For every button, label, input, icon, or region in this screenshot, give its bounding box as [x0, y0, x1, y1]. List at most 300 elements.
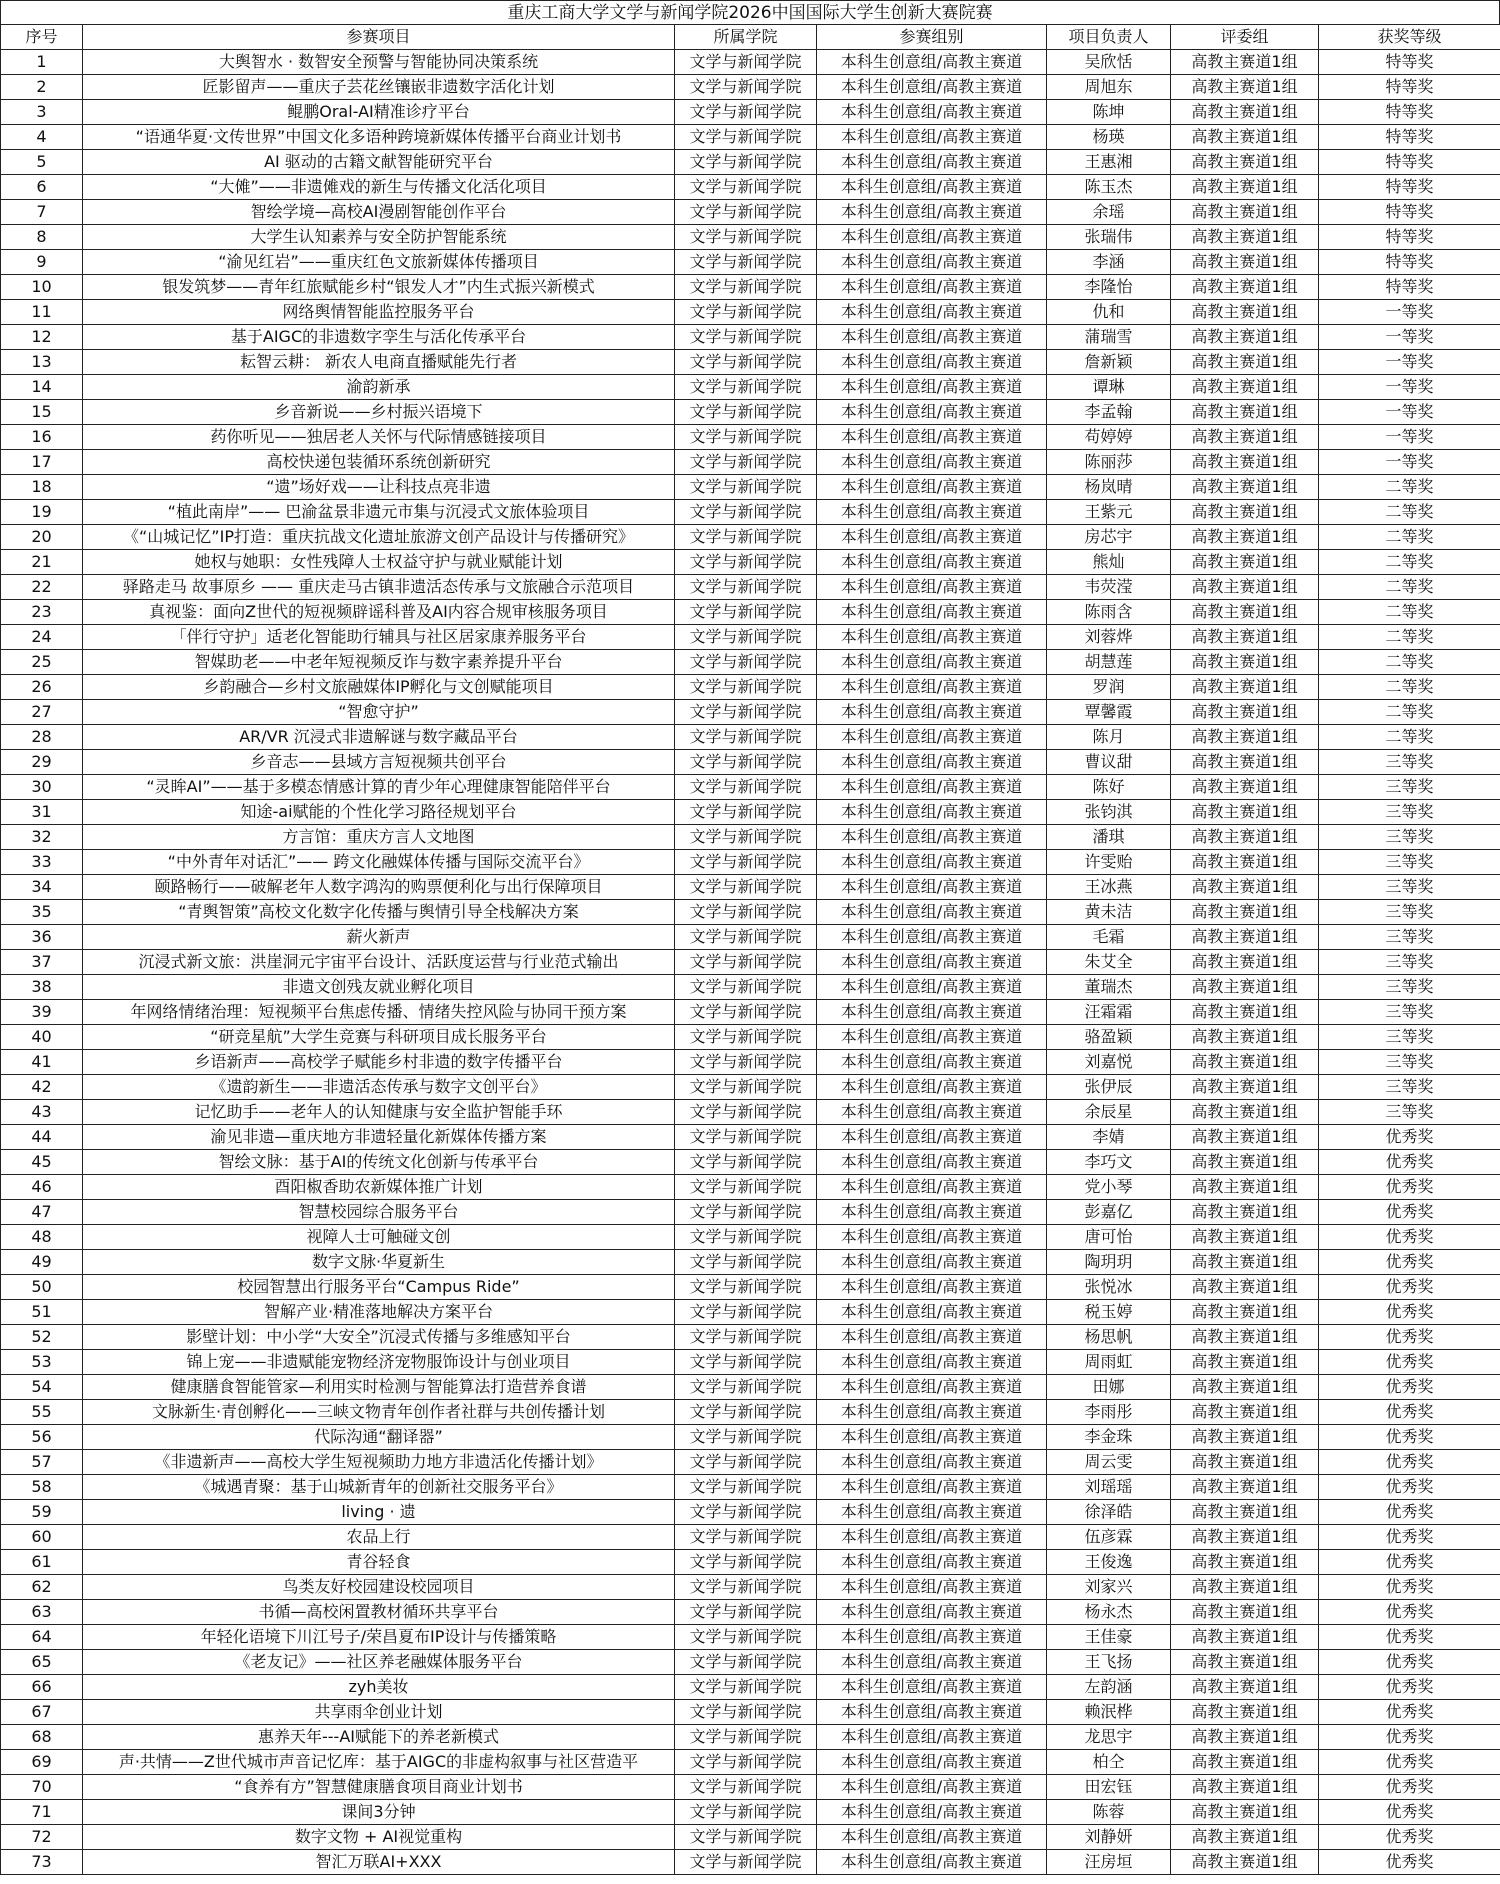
cell-leader: 余瑶 — [1047, 200, 1171, 225]
table-row — [1, 1700, 1500, 1725]
cell-leader: 陈雨含 — [1047, 600, 1171, 625]
cell-award: 特等奖 — [1319, 50, 1500, 75]
cell-college: 文学与新闻学院 — [675, 900, 817, 925]
cell-award: 二等奖 — [1319, 575, 1500, 600]
cell-award: 特等奖 — [1319, 150, 1500, 175]
cell-index: 44 — [1, 1125, 83, 1150]
table-row — [1, 475, 1500, 500]
cell-jury: 高教主赛道1组 — [1171, 1325, 1319, 1350]
cell-jury: 高教主赛道1组 — [1171, 900, 1319, 925]
cell-group: 本科生创意组/高教主赛道 — [817, 700, 1047, 725]
cell-index: 41 — [1, 1050, 83, 1075]
cell-award: 优秀奖 — [1319, 1800, 1500, 1825]
cell-jury: 高教主赛道1组 — [1171, 525, 1319, 550]
cell-award: 二等奖 — [1319, 525, 1500, 550]
cell-index: 69 — [1, 1750, 83, 1775]
cell-college: 文学与新闻学院 — [675, 375, 817, 400]
cell-jury: 高教主赛道1组 — [1171, 175, 1319, 200]
cell-project: living · 遗 — [83, 1500, 675, 1525]
table-row — [1, 1025, 1500, 1050]
cell-project: 基于AIGC的非遗数字孪生与活化传承平台 — [83, 325, 675, 350]
cell-project: 酉阳椒香助农新媒体推广计划 — [83, 1175, 675, 1200]
cell-jury: 高教主赛道1组 — [1171, 350, 1319, 375]
cell-index: 62 — [1, 1575, 83, 1600]
cell-award: 三等奖 — [1319, 975, 1500, 1000]
cell-award: 优秀奖 — [1319, 1175, 1500, 1200]
table-row — [1, 1275, 1500, 1300]
header-cell-group: 参赛组别 — [817, 25, 1047, 50]
cell-group: 本科生创意组/高教主赛道 — [817, 825, 1047, 850]
cell-project: 渝韵新承 — [83, 375, 675, 400]
cell-index: 34 — [1, 875, 83, 900]
cell-award: 三等奖 — [1319, 1075, 1500, 1100]
cell-college: 文学与新闻学院 — [675, 300, 817, 325]
cell-group: 本科生创意组/高教主赛道 — [817, 1000, 1047, 1025]
cell-index: 45 — [1, 1150, 83, 1175]
cell-college: 文学与新闻学院 — [675, 1250, 817, 1275]
cell-project: AI 驱动的古籍文献智能研究平台 — [83, 150, 675, 175]
cell-college: 文学与新闻学院 — [675, 1675, 817, 1700]
cell-award: 二等奖 — [1319, 500, 1500, 525]
cell-project: 《非遗新声——高校大学生短视频助力地方非遗活化传播计划》 — [83, 1450, 675, 1475]
table-row — [1, 1400, 1500, 1425]
cell-leader: 朱艾全 — [1047, 950, 1171, 975]
cell-award: 优秀奖 — [1319, 1575, 1500, 1600]
cell-leader: 张瑞伟 — [1047, 225, 1171, 250]
cell-index: 60 — [1, 1525, 83, 1550]
cell-leader: 陈好 — [1047, 775, 1171, 800]
cell-award: 特等奖 — [1319, 200, 1500, 225]
cell-index: 46 — [1, 1175, 83, 1200]
cell-award: 优秀奖 — [1319, 1475, 1500, 1500]
cell-college: 文学与新闻学院 — [675, 1425, 817, 1450]
cell-group: 本科生创意组/高教主赛道 — [817, 1525, 1047, 1550]
cell-jury: 高教主赛道1组 — [1171, 100, 1319, 125]
cell-jury: 高教主赛道1组 — [1171, 725, 1319, 750]
cell-project: 《遗韵新生——非遗活态传承与数字文创平台》 — [83, 1075, 675, 1100]
cell-index: 5 — [1, 150, 83, 175]
cell-group: 本科生创意组/高教主赛道 — [817, 1475, 1047, 1500]
cell-index: 33 — [1, 850, 83, 875]
cell-leader: 谭琳 — [1047, 375, 1171, 400]
cell-index: 53 — [1, 1350, 83, 1375]
cell-award: 一等奖 — [1319, 450, 1500, 475]
cell-leader: 李雨彤 — [1047, 1400, 1171, 1425]
table-row — [1, 800, 1500, 825]
cell-leader: 刘静妍 — [1047, 1825, 1171, 1850]
table-row — [1, 225, 1500, 250]
table-row — [1, 825, 1500, 850]
cell-index: 12 — [1, 325, 83, 350]
cell-college: 文学与新闻学院 — [675, 1100, 817, 1125]
cell-group: 本科生创意组/高教主赛道 — [817, 750, 1047, 775]
cell-group: 本科生创意组/高教主赛道 — [817, 425, 1047, 450]
cell-jury: 高教主赛道1组 — [1171, 1175, 1319, 1200]
cell-leader: 周雨虹 — [1047, 1350, 1171, 1375]
cell-project: “渝见红岩”——重庆红色文旅新媒体传播项目 — [83, 250, 675, 275]
cell-college: 文学与新闻学院 — [675, 525, 817, 550]
sheet-title: 重庆工商大学文学与新闻学院2026中国国际大学生创新大赛院赛 — [0, 0, 1500, 24]
cell-leader: 陈蓉 — [1047, 1800, 1171, 1825]
cell-award: 二等奖 — [1319, 675, 1500, 700]
table-row — [1, 1100, 1500, 1125]
cell-award: 一等奖 — [1319, 425, 1500, 450]
table-row — [1, 650, 1500, 675]
cell-index: 10 — [1, 275, 83, 300]
cell-award: 三等奖 — [1319, 875, 1500, 900]
cell-project: 网络舆情智能监控服务平台 — [83, 300, 675, 325]
cell-leader: 董瑞杰 — [1047, 975, 1171, 1000]
cell-group: 本科生创意组/高教主赛道 — [817, 675, 1047, 700]
cell-leader: 苟婷婷 — [1047, 425, 1171, 450]
cell-jury: 高教主赛道1组 — [1171, 1800, 1319, 1825]
table-row — [1, 1500, 1500, 1525]
cell-jury: 高教主赛道1组 — [1171, 750, 1319, 775]
cell-group: 本科生创意组/高教主赛道 — [817, 475, 1047, 500]
cell-group: 本科生创意组/高教主赛道 — [817, 325, 1047, 350]
cell-project: 鸟类友好校园建设校园项目 — [83, 1575, 675, 1600]
cell-group: 本科生创意组/高教主赛道 — [817, 1350, 1047, 1375]
cell-college: 文学与新闻学院 — [675, 1225, 817, 1250]
cell-award: 优秀奖 — [1319, 1550, 1500, 1575]
cell-index: 43 — [1, 1100, 83, 1125]
cell-index: 25 — [1, 650, 83, 675]
cell-jury: 高教主赛道1组 — [1171, 50, 1319, 75]
cell-project: 农品上行 — [83, 1525, 675, 1550]
cell-leader: 田娜 — [1047, 1375, 1171, 1400]
cell-group: 本科生创意组/高教主赛道 — [817, 225, 1047, 250]
cell-leader: 王飞扬 — [1047, 1650, 1171, 1675]
cell-jury: 高教主赛道1组 — [1171, 1025, 1319, 1050]
cell-group: 本科生创意组/高教主赛道 — [817, 1650, 1047, 1675]
cell-jury: 高教主赛道1组 — [1171, 1075, 1319, 1100]
cell-leader: 李婧 — [1047, 1125, 1171, 1150]
cell-jury: 高教主赛道1组 — [1171, 1200, 1319, 1225]
cell-jury: 高教主赛道1组 — [1171, 1100, 1319, 1125]
table-row — [1, 1675, 1500, 1700]
cell-award: 优秀奖 — [1319, 1250, 1500, 1275]
cell-index: 22 — [1, 575, 83, 600]
cell-group: 本科生创意组/高教主赛道 — [817, 175, 1047, 200]
cell-leader: 吴欣恬 — [1047, 50, 1171, 75]
cell-leader: 赖泯桦 — [1047, 1700, 1171, 1725]
cell-award: 优秀奖 — [1319, 1375, 1500, 1400]
cell-project: 年轻化语境下川江号子/荣昌夏布IP设计与传播策略 — [83, 1625, 675, 1650]
cell-index: 4 — [1, 125, 83, 150]
cell-index: 58 — [1, 1475, 83, 1500]
table-row — [1, 400, 1500, 425]
cell-college: 文学与新闻学院 — [675, 850, 817, 875]
cell-group: 本科生创意组/高教主赛道 — [817, 1225, 1047, 1250]
cell-group: 本科生创意组/高教主赛道 — [817, 1775, 1047, 1800]
cell-leader: 陈丽莎 — [1047, 450, 1171, 475]
cell-college: 文学与新闻学院 — [675, 875, 817, 900]
cell-index: 13 — [1, 350, 83, 375]
cell-college: 文学与新闻学院 — [675, 150, 817, 175]
cell-project: 她权与她职：女性残障人士权益守护与就业赋能计划 — [83, 550, 675, 575]
cell-jury: 高教主赛道1组 — [1171, 150, 1319, 175]
cell-award: 一等奖 — [1319, 350, 1500, 375]
cell-group: 本科生创意组/高教主赛道 — [817, 1425, 1047, 1450]
cell-group: 本科生创意组/高教主赛道 — [817, 350, 1047, 375]
cell-college: 文学与新闻学院 — [675, 1025, 817, 1050]
header-cell-project: 参赛项目 — [83, 25, 675, 50]
cell-award: 二等奖 — [1319, 600, 1500, 625]
cell-jury: 高教主赛道1组 — [1171, 475, 1319, 500]
cell-leader: 房芯宇 — [1047, 525, 1171, 550]
cell-college: 文学与新闻学院 — [675, 1525, 817, 1550]
cell-award: 一等奖 — [1319, 300, 1500, 325]
cell-college: 文学与新闻学院 — [675, 700, 817, 725]
cell-index: 40 — [1, 1025, 83, 1050]
cell-index: 11 — [1, 300, 83, 325]
cell-project: 乡音新说——乡村振兴语境下 — [83, 400, 675, 425]
cell-leader: 刘蓉烨 — [1047, 625, 1171, 650]
cell-group: 本科生创意组/高教主赛道 — [817, 1675, 1047, 1700]
cell-group: 本科生创意组/高教主赛道 — [817, 1400, 1047, 1425]
cell-group: 本科生创意组/高教主赛道 — [817, 1125, 1047, 1150]
cell-college: 文学与新闻学院 — [675, 500, 817, 525]
cell-award: 优秀奖 — [1319, 1275, 1500, 1300]
cell-project: 渝见非遗—重庆地方非遗轻量化新媒体传播方案 — [83, 1125, 675, 1150]
table-row — [1, 850, 1500, 875]
cell-award: 优秀奖 — [1319, 1825, 1500, 1850]
cell-project: 高校快递包装循环系统创新研究 — [83, 450, 675, 475]
cell-leader: 陈玉杰 — [1047, 175, 1171, 200]
cell-leader: 李孟翰 — [1047, 400, 1171, 425]
cell-group: 本科生创意组/高教主赛道 — [817, 1800, 1047, 1825]
table-row — [1, 1625, 1500, 1650]
cell-college: 文学与新闻学院 — [675, 50, 817, 75]
cell-college: 文学与新闻学院 — [675, 1550, 817, 1575]
cell-group: 本科生创意组/高教主赛道 — [817, 1725, 1047, 1750]
cell-group: 本科生创意组/高教主赛道 — [817, 1850, 1047, 1875]
cell-project: 非遗文创残友就业孵化项目 — [83, 975, 675, 1000]
table-row — [1, 200, 1500, 225]
cell-college: 文学与新闻学院 — [675, 1575, 817, 1600]
cell-project: 数字文物 + AI视觉重构 — [83, 1825, 675, 1850]
header-cell-college: 所属学院 — [675, 25, 817, 50]
table-row — [1, 1325, 1500, 1350]
cell-jury: 高教主赛道1组 — [1171, 1375, 1319, 1400]
cell-leader: 毛霜 — [1047, 925, 1171, 950]
cell-award: 优秀奖 — [1319, 1150, 1500, 1175]
cell-project: 颐路畅行——破解老年人数字鸿沟的购票便利化与出行保障项目 — [83, 875, 675, 900]
cell-college: 文学与新闻学院 — [675, 1125, 817, 1150]
table-row — [1, 875, 1500, 900]
cell-index: 8 — [1, 225, 83, 250]
cell-award: 二等奖 — [1319, 700, 1500, 725]
cell-award: 三等奖 — [1319, 775, 1500, 800]
table-row — [1, 900, 1500, 925]
cell-award: 一等奖 — [1319, 375, 1500, 400]
cell-jury: 高教主赛道1组 — [1171, 1775, 1319, 1800]
cell-award: 优秀奖 — [1319, 1625, 1500, 1650]
cell-index: 56 — [1, 1425, 83, 1450]
cell-group: 本科生创意组/高教主赛道 — [817, 775, 1047, 800]
table-row — [1, 1450, 1500, 1475]
cell-jury: 高教主赛道1组 — [1171, 925, 1319, 950]
cell-index: 35 — [1, 900, 83, 925]
cell-award: 优秀奖 — [1319, 1650, 1500, 1675]
cell-jury: 高教主赛道1组 — [1171, 300, 1319, 325]
cell-award: 二等奖 — [1319, 625, 1500, 650]
table-row — [1, 1350, 1500, 1375]
cell-jury: 高教主赛道1组 — [1171, 550, 1319, 575]
cell-award: 特等奖 — [1319, 250, 1500, 275]
cell-leader: 王俊逸 — [1047, 1550, 1171, 1575]
table-row — [1, 1150, 1500, 1175]
cell-jury: 高教主赛道1组 — [1171, 275, 1319, 300]
cell-jury: 高教主赛道1组 — [1171, 1225, 1319, 1250]
cell-leader: 李巧文 — [1047, 1150, 1171, 1175]
cell-college: 文学与新闻学院 — [675, 1650, 817, 1675]
cell-group: 本科生创意组/高教主赛道 — [817, 1300, 1047, 1325]
table-row — [1, 1600, 1500, 1625]
cell-jury: 高教主赛道1组 — [1171, 1150, 1319, 1175]
cell-project: 大学生认知素养与安全防护智能系统 — [83, 225, 675, 250]
cell-college: 文学与新闻学院 — [675, 950, 817, 975]
cell-award: 三等奖 — [1319, 825, 1500, 850]
cell-jury: 高教主赛道1组 — [1171, 950, 1319, 975]
cell-group: 本科生创意组/高教主赛道 — [817, 450, 1047, 475]
cell-project: 驿路走马 故事原乡 —— 重庆走马古镇非遗活态传承与文旅融合示范项目 — [83, 575, 675, 600]
cell-award: 优秀奖 — [1319, 1850, 1500, 1875]
cell-leader: 李隆怡 — [1047, 275, 1171, 300]
table-row — [1, 1175, 1500, 1200]
cell-project: 智绘文脉：基于AI的传统文化创新与传承平台 — [83, 1150, 675, 1175]
cell-leader: 许雯贻 — [1047, 850, 1171, 875]
cell-jury: 高教主赛道1组 — [1171, 1600, 1319, 1625]
cell-project: 「伴行守护」适老化智能助行辅具与社区居家康养服务平台 — [83, 625, 675, 650]
cell-jury: 高教主赛道1组 — [1171, 1400, 1319, 1425]
cell-college: 文学与新闻学院 — [675, 1825, 817, 1850]
cell-college: 文学与新闻学院 — [675, 1475, 817, 1500]
table-row — [1, 275, 1500, 300]
cell-award: 三等奖 — [1319, 1025, 1500, 1050]
cell-jury: 高教主赛道1组 — [1171, 375, 1319, 400]
cell-index: 24 — [1, 625, 83, 650]
cell-group: 本科生创意组/高教主赛道 — [817, 900, 1047, 925]
cell-jury: 高教主赛道1组 — [1171, 500, 1319, 525]
cell-leader: 杨岚晴 — [1047, 475, 1171, 500]
cell-project: “智愈守护” — [83, 700, 675, 725]
cell-jury: 高教主赛道1组 — [1171, 200, 1319, 225]
cell-college: 文学与新闻学院 — [675, 650, 817, 675]
table-row — [1, 1725, 1500, 1750]
cell-project: 《老友记》——社区养老融媒体服务平台 — [83, 1650, 675, 1675]
cell-college: 文学与新闻学院 — [675, 1300, 817, 1325]
cell-group: 本科生创意组/高教主赛道 — [817, 1375, 1047, 1400]
cell-college: 文学与新闻学院 — [675, 625, 817, 650]
table-row — [1, 150, 1500, 175]
cell-leader: 周旭东 — [1047, 75, 1171, 100]
cell-jury: 高教主赛道1组 — [1171, 700, 1319, 725]
cell-group: 本科生创意组/高教主赛道 — [817, 600, 1047, 625]
cell-leader: 左韵涵 — [1047, 1675, 1171, 1700]
cell-project: 数字文脉·华夏新生 — [83, 1250, 675, 1275]
cell-college: 文学与新闻学院 — [675, 800, 817, 825]
cell-award: 优秀奖 — [1319, 1675, 1500, 1700]
cell-jury: 高教主赛道1组 — [1171, 1625, 1319, 1650]
cell-award: 优秀奖 — [1319, 1775, 1500, 1800]
cell-college: 文学与新闻学院 — [675, 125, 817, 150]
cell-index: 14 — [1, 375, 83, 400]
cell-group: 本科生创意组/高教主赛道 — [817, 850, 1047, 875]
cell-leader: 陶玥玥 — [1047, 1250, 1171, 1275]
cell-college: 文学与新闻学院 — [675, 1400, 817, 1425]
cell-leader: 汪房垣 — [1047, 1850, 1171, 1875]
awards-table — [0, 24, 1500, 1875]
cell-leader: 汪霜霜 — [1047, 1000, 1171, 1025]
cell-award: 三等奖 — [1319, 750, 1500, 775]
cell-project: 乡韵融合—乡村文旅融媒体IP孵化与文创赋能项目 — [83, 675, 675, 700]
cell-jury: 高教主赛道1组 — [1171, 1725, 1319, 1750]
cell-group: 本科生创意组/高教主赛道 — [817, 400, 1047, 425]
cell-group: 本科生创意组/高教主赛道 — [817, 50, 1047, 75]
cell-leader: 王紫元 — [1047, 500, 1171, 525]
cell-project: 《“山城记忆”IP打造：重庆抗战文化遗址旅游文创产品设计与传播研究》 — [83, 525, 675, 550]
cell-college: 文学与新闻学院 — [675, 825, 817, 850]
cell-college: 文学与新闻学院 — [675, 1075, 817, 1100]
table-row — [1, 925, 1500, 950]
cell-index: 50 — [1, 1275, 83, 1300]
cell-group: 本科生创意组/高教主赛道 — [817, 1325, 1047, 1350]
cell-index: 37 — [1, 950, 83, 975]
table-row — [1, 375, 1500, 400]
cell-jury: 高教主赛道1组 — [1171, 1000, 1319, 1025]
cell-jury: 高教主赛道1组 — [1171, 225, 1319, 250]
cell-award: 三等奖 — [1319, 900, 1500, 925]
cell-project: 匠影留声——重庆子芸花丝镶嵌非遗数字活化计划 — [83, 75, 675, 100]
cell-college: 文学与新闻学院 — [675, 675, 817, 700]
cell-jury: 高教主赛道1组 — [1171, 575, 1319, 600]
cell-award: 二等奖 — [1319, 475, 1500, 500]
cell-college: 文学与新闻学院 — [675, 1375, 817, 1400]
cell-leader: 彭嘉亿 — [1047, 1200, 1171, 1225]
cell-project: 青谷轻食 — [83, 1550, 675, 1575]
cell-award: 三等奖 — [1319, 800, 1500, 825]
cell-college: 文学与新闻学院 — [675, 1175, 817, 1200]
cell-project: “大傩”——非遗傩戏的新生与传播文化活化项目 — [83, 175, 675, 200]
cell-group: 本科生创意组/高教主赛道 — [817, 1750, 1047, 1775]
cell-index: 17 — [1, 450, 83, 475]
cell-index: 30 — [1, 775, 83, 800]
cell-project: 沉浸式新文旅：洪崖洞元宇宙平台设计、活跃度运营与行业范式输出 — [83, 950, 675, 975]
cell-index: 57 — [1, 1450, 83, 1475]
cell-leader: 仇和 — [1047, 300, 1171, 325]
table-row — [1, 1000, 1500, 1025]
cell-index: 1 — [1, 50, 83, 75]
table-row — [1, 1375, 1500, 1400]
cell-project: 锦上宠——非遗赋能宠物经济宠物服饰设计与创业项目 — [83, 1350, 675, 1375]
cell-index: 3 — [1, 100, 83, 125]
cell-index: 42 — [1, 1075, 83, 1100]
cell-college: 文学与新闻学院 — [675, 1350, 817, 1375]
cell-group: 本科生创意组/高教主赛道 — [817, 1575, 1047, 1600]
cell-award: 优秀奖 — [1319, 1425, 1500, 1450]
cell-index: 26 — [1, 675, 83, 700]
cell-index: 39 — [1, 1000, 83, 1025]
cell-award: 优秀奖 — [1319, 1325, 1500, 1350]
cell-index: 66 — [1, 1675, 83, 1700]
table-row — [1, 450, 1500, 475]
cell-project: 记忆助手——老年人的认知健康与安全监护智能手环 — [83, 1100, 675, 1125]
cell-leader: 韦荧滢 — [1047, 575, 1171, 600]
cell-leader: 张悦冰 — [1047, 1275, 1171, 1300]
cell-project: 耘智云耕： 新农人电商直播赋能先行者 — [83, 350, 675, 375]
cell-college: 文学与新闻学院 — [675, 475, 817, 500]
